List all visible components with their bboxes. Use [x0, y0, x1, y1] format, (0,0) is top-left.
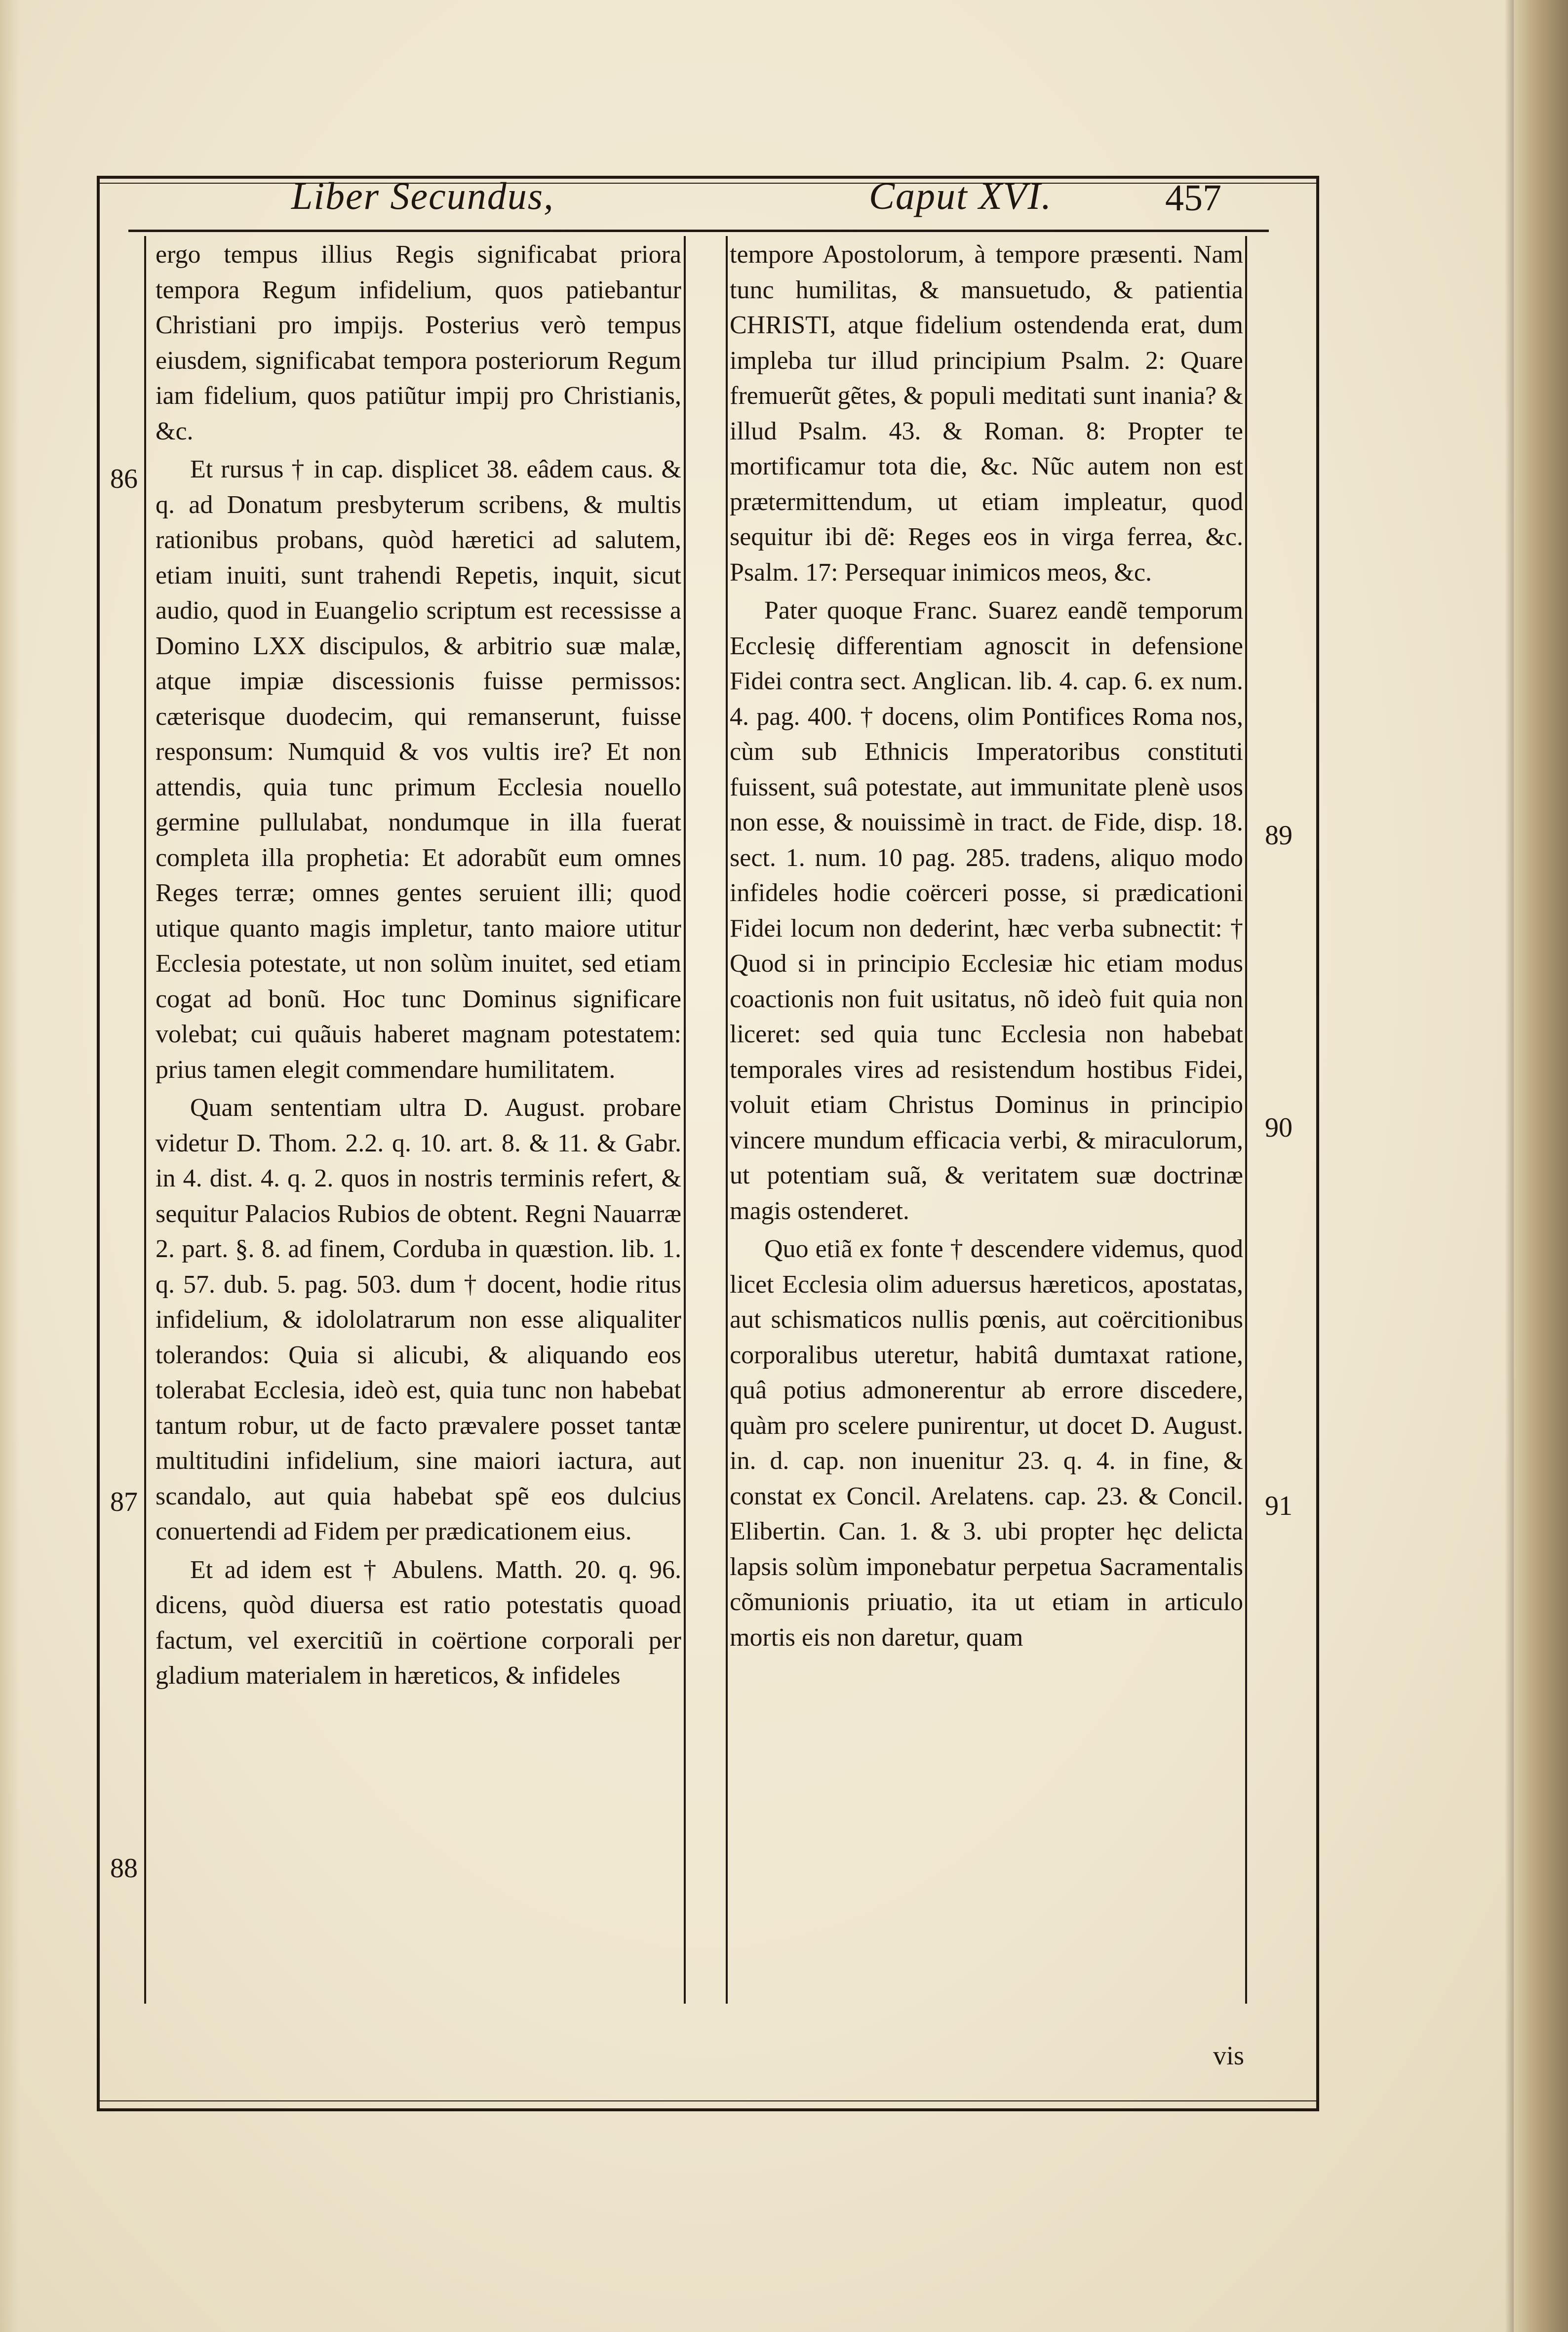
column-rule	[144, 236, 146, 2004]
margin-number: 87	[110, 1487, 138, 1517]
paragraph: ergo tempus illius Regis significabat priora tempora Regum infidelium, quos patiebantur Christiani pro impijs. Posterius verò tempus eiusdem, significabat tempora posteriorum Regum iam fidelium, quos patiũtur impij pro Christianis, &c.	[156, 240, 681, 445]
margin-number: 89	[1265, 820, 1293, 851]
catchword: vis	[1213, 2041, 1244, 2070]
paragraph: Quam sententiam ultra D. August. probare videtur D. Thom. 2.2. q. 10. art. 8. & 11. & Gabr. in 4. dist. 4. q. 2. quos in nostris terminis refert, & sequitur Palacios Rubios de obtent. Regni Nauarræ 2. part. §. 8. ad finem, Corduba in quæstion. lib. 1. q. 57. dub. 5. pag. 503. dum † docent, hodie ritus infidelium, & idololatrarum non esse aliqualiter tolerandos: Quia si alicubi, & aliquando eos tolerabat Ecclesia, ideò est, quia tunc non habebat tantum robur, ut de facto prævalere posset tantæ multitudini infidelium, sine maiori iactura, aut scandalo, aut quia habebat spẽ eos dulcius conuertendi ad Fidem per prædicationem eius.	[156, 1094, 681, 1545]
running-title-right: Caput XVI.	[869, 174, 1052, 217]
paragraph: Et ad idem est † Abulens. Matth. 20. q. 96. dicens, quòd diuersa est ratio potestatis quoad factum, vel exercitiũ in coërtione corporali per gladium materialem in hæreticos, & infideles	[156, 1555, 681, 1690]
left-text-column	[156, 237, 681, 2034]
margin-number: 90	[1265, 1112, 1293, 1143]
paragraph: Quo etiã ex fonte † descendere videmus, quod licet Ecclesia olim aduersus hæreticos, apostatas, aut schismaticos nullis pœnis, aut coërcitionibus corporalibus uteretur, habitâ dumtaxat ratione, quâ potius admonerentur ab errore discedere, quàm pro scelere punirentur, ut docet D. August. in. d. cap. non inuenitur 23. q. 4. in fine, & constat ex Concil. Arelatens. cap. 23. & Concil. Elibertin. Can. 1. & 3. ubi propter hęc delicta lapsis solùm imponebatur perpetua Sacramentalis cõmunionis priuatio, ita ut etiam in articulo mortis eis non daretur, quam	[730, 1235, 1243, 1652]
margin-number: 91	[1265, 1491, 1293, 1521]
frame-inner-bottom-rule	[97, 2100, 1316, 2101]
page-number: 457	[1165, 177, 1221, 219]
page-left-shadow	[0, 0, 20, 2332]
right-text-column	[730, 237, 1243, 2034]
book-spine	[1514, 0, 1568, 2332]
paragraph: Pater quoque Franc. Suarez eandẽ temporum Ecclesię differentiam agnoscit in defensione Fidei contra sect. Anglican. lib. 4. cap. 6. ex num. 4. pag. 400. † docens, olim Pontifices Roma nos, cùm sub Ethnicis Imperatoribus constituti fuissent, suâ potestate, aut immunitate plenè usos non esse, & nouissimè in tract. de Fide, disp. 18. sect. 1. num. 10 pag. 285. tradens, aliquo modo infideles hodie coërceri posse, si prædicationi Fidei locum non dederint, hæc verba subnectit: † Quod si in principio Ecclesiæ hic etiam modus coactionis non fuit usitatus, nõ ideò fuit quia non liceret: sed quia tunc Ecclesia non habebat temporales vires ad resistendum hostibus Fidei, voluit etiam Christus Dominus in principio vincere mundum efficacia verbi, & miraculorum, ut potentiam suã, & veritatem suæ doctrinæ magis ostenderet.	[730, 596, 1243, 1225]
column-rule	[1245, 236, 1247, 2004]
margin-number: 88	[110, 1853, 138, 1884]
paragraph: Et rursus † in cap. displicet 38. eâdem caus. & q. ad Donatum presbyterum scribens, & multis rationibus probans, quòd hæretici ad salutem, etiam inuiti, sunt trahendi Repetis, inquit, sicut audio, quod in Euangelio scriptum est recessisse a Domino LXX discipulos, & arbitrio suæ malæ, atque impiæ discessionis fuisse permissos: cæterisque duodecim, qui remanserunt, fuisse responsum: Numquid & vos vultis ire? Et non attendis, quia tunc primum Ecclesia nouello germine pullulabat, nondumque in illa fuerat completa illa prophetia: Et adorabũt eum omnes Reges terræ; omnes gentes seruient illi; quod utique quanto magis impletur, tanto maiore utitur Ecclesia potestate, ut non solùm inuitet, sed etiam cogat ad bonũ. Hoc tunc Dominus significare volebat; cui quãuis haberet magnam potestatem: prius tamen elegit commendare humilitatem.	[156, 455, 681, 1084]
column-rule	[684, 236, 686, 2004]
gutter-shadow	[1505, 0, 1514, 2332]
column-rule	[726, 236, 728, 2004]
paragraph: tempore Apostolorum, à tempore præsenti. Nam tunc humilitas, & mansuetudo, & patientia CHRISTI, atque fidelium ostendenda erat, dum impleba tur illud principium Psalm. 2: Quare fremuerũt gẽtes, & populi meditati sunt inania? & illud Psalm. 43. & Roman. 8: Propter te mortificamur tota die, &c. Nũc autem non est prætermittendum, ut etiam impleatur, quod sequitur ibi dẽ: Reges eos in virga ferrea, &c. Psalm. 17: Persequar inimicos meos, &c.	[730, 240, 1243, 587]
margin-number: 86	[110, 464, 138, 494]
running-title-left: Liber Secundus,	[291, 174, 554, 217]
header-rule	[128, 230, 1269, 232]
frame-inner-top-rule	[97, 183, 1316, 184]
